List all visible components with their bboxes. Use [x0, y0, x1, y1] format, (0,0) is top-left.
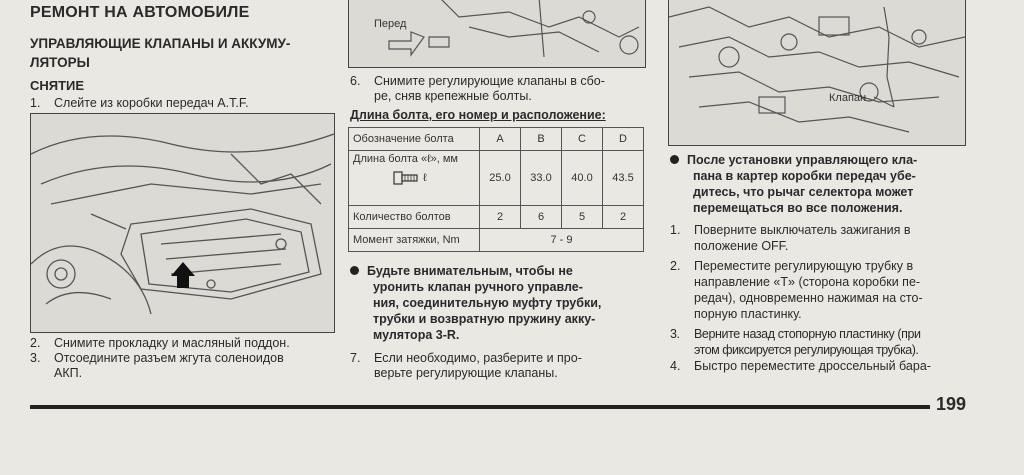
table-row [349, 151, 644, 206]
table-cell: Количество болтов [349, 206, 480, 229]
left-step-2: 2. Снимите прокладку и масляный поддон. [30, 336, 290, 350]
page-header: РЕМОНТ НА АВТОМОБИЛЕ [30, 4, 250, 21]
right-step-2: 2. Переместите регулирующую трубку в [670, 259, 914, 273]
middle-step-6-cont: ре, сняв крепежные болты. [374, 89, 532, 103]
table-cell: 25.0 [480, 151, 521, 206]
middle-step-7: 7. Если необходимо, разберите и про- [350, 351, 582, 365]
valve-location-illustration [668, 0, 966, 146]
section-title-line1: УПРАВЛЯЮЩИЕ КЛАПАНЫ И АККУМУ- [30, 36, 291, 51]
table-cell: C [562, 128, 603, 151]
page-number: 199 [936, 394, 967, 414]
table-cell: 5 [562, 206, 603, 229]
length-symbol: ℓ [423, 172, 427, 184]
table-caption: Длина болта, его номер и расположение: [350, 108, 606, 122]
table-cell: Длина болта «ℓ», мм ℓ [349, 151, 480, 206]
valve-body-illustration [348, 0, 646, 68]
oil-pan-drawing [31, 114, 334, 332]
step-text: Слейте из коробки передач A.T.F. [54, 96, 249, 110]
bullet-icon [670, 155, 679, 164]
front-label: Перед [374, 18, 407, 30]
table-cell: D [603, 128, 644, 151]
oil-pan-illustration [30, 113, 335, 333]
table-cell: Обозначение болта [349, 128, 480, 151]
table-cell: 43.5 [603, 151, 644, 206]
middle-step-7-cont: верьте регулирующие клапаны. [374, 366, 558, 380]
left-step-3: 3. Отсоедините разъем жгута соленоидов [30, 351, 284, 365]
warning-note: Будьте внимательным, чтобы не уронить клапан ручного управле- ния, соединительную муфту трубки, трубки и возвратную пружину акку- мулятора 3-R. [350, 263, 650, 343]
table-cell: A [480, 128, 521, 151]
table-cell: 2 [603, 206, 644, 229]
table-cell: 40.0 [562, 151, 603, 206]
section-title-line2: ЛЯТОРЫ [30, 55, 90, 70]
bullet-icon [350, 266, 359, 275]
left-step-3-cont: АКП. [54, 366, 83, 380]
table-cell: 6 [521, 206, 562, 229]
table-cell: B [521, 128, 562, 151]
table-row [349, 229, 644, 252]
right-step-3: 3. Верните назад стопорную пластинку (при [670, 327, 921, 341]
table-row [349, 128, 644, 151]
valve-label: Клапан [829, 92, 867, 104]
table-cell: 2 [480, 206, 521, 229]
step-number: 1. [30, 96, 41, 110]
bolt-spec-table [348, 127, 644, 252]
table-row [349, 206, 644, 229]
bolt-icon [393, 171, 419, 185]
footer-rule [30, 405, 930, 409]
arrow-up-icon [171, 262, 195, 288]
section-subtitle: СНЯТИЕ [30, 78, 85, 93]
left-step-1 [30, 96, 249, 111]
installation-note: После установки управляющего кла- пана в картер коробки передач убе- дитесь, что рычаг селектора может перемещаться во все положения. [670, 152, 970, 216]
right-step-4: 4. Быстро переместите дроссельный бара- [670, 359, 931, 373]
right-steps: 1. Поверните выключатель зажигания в положение OFF. 2. Переместите регулирующую трубку в направление «T» (сторона коробки пе- редач), одновременно нажимая на сто- порную пластинку. 3. Верните назад стопорную пластинку (при этом фиксируется регулирующая трубка). 4. Быстро переместите дроссельный бара- [670, 222, 970, 374]
table-cell: Момент затяжки, Nm [349, 229, 480, 252]
section-title [30, 34, 340, 72]
table-cell: 7 - 9 [480, 229, 644, 252]
middle-step-6: 6. Снимите регулирующие клапаны в сбо- [350, 74, 605, 88]
table-cell: 33.0 [521, 151, 562, 206]
right-step-1: 1. Поверните выключатель зажигания в [670, 223, 911, 237]
